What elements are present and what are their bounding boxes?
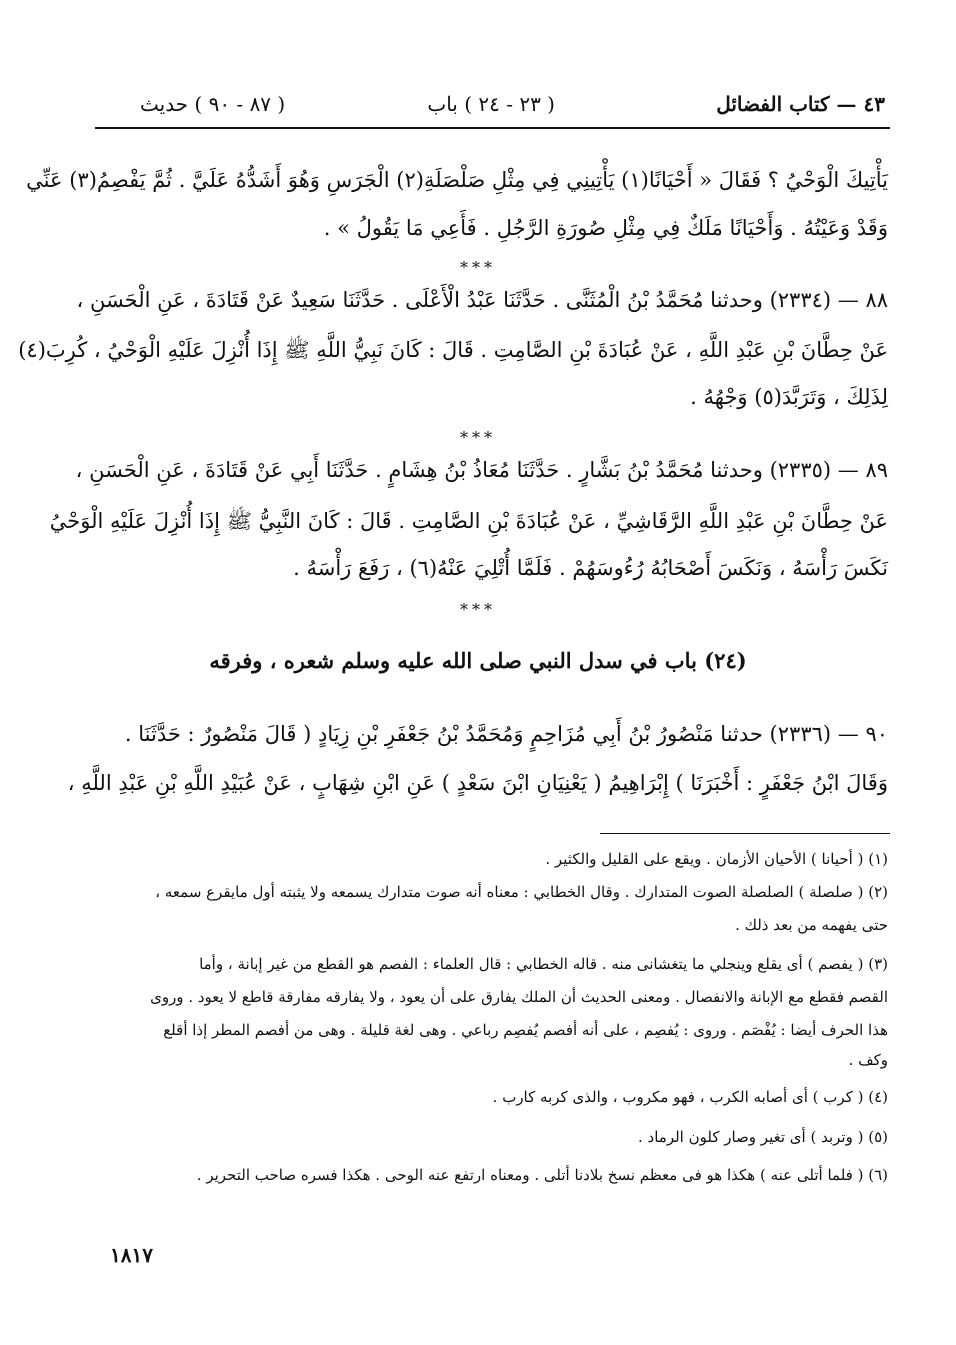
hadith-89-line: ٨٩ — (٢٣٣٥) وحدثنا مُحَمَّدُ بْنُ بَشَّارٍ . حَدَّثَنَا مُعَاذُ بْنُ هِشَامٍ . حَدَّثَنَا أَبِي عَنْ قَتَادَةَ ، عَنِ الْحَسَنِ ، xyxy=(75,458,888,482)
hadith-88-line: ٨٨ — (٢٣٣٤) وحدثنا مُحَمَّدُ بْنُ الْمُثَنَّى . حَدَّثَنَا عَبْدُ الْأَعْلَى . حَدَّثَنَا سَعِيدٌ عَنْ قَتَادَةَ ، عَنِ الْحَسَنِ ، xyxy=(76,288,888,312)
hadith-88-line: عَنْ حِطَّانَ بْنِ عَبْدِ اللَّهِ ، عَنْ عُبَادَةَ بْنِ الصَّامِتِ . قَالَ : كَانَ نَبِيُّ اللَّهِ ﷺ إِذَا أُنْزِلَ عَلَيْهِ الْوَحْيُ ، كُرِبَ(٤) xyxy=(18,338,888,362)
hadith-90-line: ٩٠ — (٢٣٣٦) حدثنا مَنْصُورُ بْنُ أَبِي مُزَاحِمٍ وَمُحَمَّدُ بْنُ جَعْفَرِ بْنِ زِيَادٍ ( قَالَ مَنْصُورٌ : حَدَّثَنَا . xyxy=(124,722,888,746)
chapter-heading: (٢٤) باب في سدل النبي صلى الله عليه وسلم شعره ، وفرقه xyxy=(209,648,747,673)
hadith-89-line: عَنْ حِطَّانَ بْنِ عَبْدِ اللَّهِ الرَّقَاشِيِّ ، عَنْ عُبَادَةَ بْنِ الصَّامِتِ . قَالَ : كَانَ النَّبِيُّ ﷺ إِذَا أُنْزِلَ عَلَيْهِ الْوَحْيُ xyxy=(49,509,888,533)
section-separator: *** xyxy=(460,428,496,447)
footnote-3-cont: هذا الحرف أيضا : يُفْصَم . وروى : يُفصِم ، على أنه أفصم يُفصِم رباعي . وهى لغة قليلة . وهى من أفصم المطر إذا أقلع xyxy=(163,1021,888,1039)
running-header xyxy=(95,92,885,126)
header-rule xyxy=(95,127,890,129)
footnote-5: (٥) ( وتربد ) أى تغير وصار كلون الرماد . xyxy=(638,1128,888,1146)
text-line: يَأْتِيكَ الْوَحْيُ ؟ فَقَالَ « أَحْيَانًا(١) يَأْتِينِي فِي مِثْلِ صَلْصَلَةِ(٢) الْجَرَسِ وَهُوَ أَشَدُّهُ عَلَيَّ . ثُمَّ يَفْصِمُ(٣) عَنِّي xyxy=(26,168,888,192)
footnote-2-cont: حتى يفهمه من بعد ذلك . xyxy=(735,916,888,934)
header-hadith-range: ( ٨٧ - ٩٠ ) حديث xyxy=(140,92,286,116)
hadith-89-line: نَكَسَ رَأْسَهُ ، وَنَكَسَ أَصْحَابُهُ رُءُوسَهُمْ . فَلَمَّا أُتْلِيَ عَنْهُ(٦) ، رَفَعَ رَأْسَهُ . xyxy=(293,556,888,580)
header-book-title: ٤٣ — كتاب الفضائل xyxy=(716,92,885,116)
section-separator: *** xyxy=(460,258,496,277)
footnote-2: (٢) ( صلصلة ) الصلصلة الصوت المتدارك . وقال الخطابي : معناه أنه صوت متدارك يسمعه ولا يثبته أول مايقرع سمعه ، xyxy=(155,883,888,901)
footnote-1: (١) ( أحيانا ) الأحيان الأزمان . ويقع على القليل والكثير . xyxy=(545,850,888,868)
footnote-3-cont: وكف . xyxy=(848,1051,888,1069)
footnote-3-cont: القصم فقطع مع الإبانة والانفصال . ومعنى الحديث أن الملك يفارق على أن يعود ، ولا يفارقه مفارقة قاطع لا يعود . وروى xyxy=(150,988,888,1006)
text-line: وَقَدْ وَعَيْتُهُ . وَأَحْيَانًا مَلَكٌ فِي مِثْلِ صُورَةِ الرَّجُلِ . فَأَعِي مَا يَقُولُ » . xyxy=(323,216,888,240)
footnote-6: (٦) ( فلما أتلى عنه ) هكذا هو فى معظم نسخ بلادنا أتلى . ومعناه ارتفع عنه الوحى . هكذا فسره صاحب التحرير . xyxy=(196,1166,888,1184)
hadith-88-line: لِذَلِكَ ، وَتَرَبَّدَ(٥) وَجْهُهُ . xyxy=(690,385,888,409)
section-separator: *** xyxy=(460,600,496,619)
footnote-4: (٤) ( كرب ) أى أصابه الكرب ، فهو مكروب ، والذى كربه كارب . xyxy=(492,1088,888,1106)
hadith-90-line: وَقَالَ ابْنُ جَعْفَرٍ : أَخْبَرَنَا ) إِبْرَاهِيمُ ( يَعْنِيَانِ ابْنَ سَعْدٍ ) عَنِ ابْنِ شِهَابٍ ، عَنْ عُبَيْدِ اللَّهِ بْنِ عَبْدِ اللَّهِ ، xyxy=(67,771,888,795)
header-bab-range: ( ٢٣ - ٢٤ ) باب xyxy=(427,92,555,116)
footnote-3: (٣) ( يفصم ) أى يقلع وينجلي ما يتغشانى منه . قاله الخطابي : قال العلماء : الفصم هو القطع من غير إبانة ، وأما xyxy=(199,955,888,973)
footnote-rule xyxy=(600,833,890,834)
page-number: ١٨١٧ xyxy=(110,1243,153,1267)
